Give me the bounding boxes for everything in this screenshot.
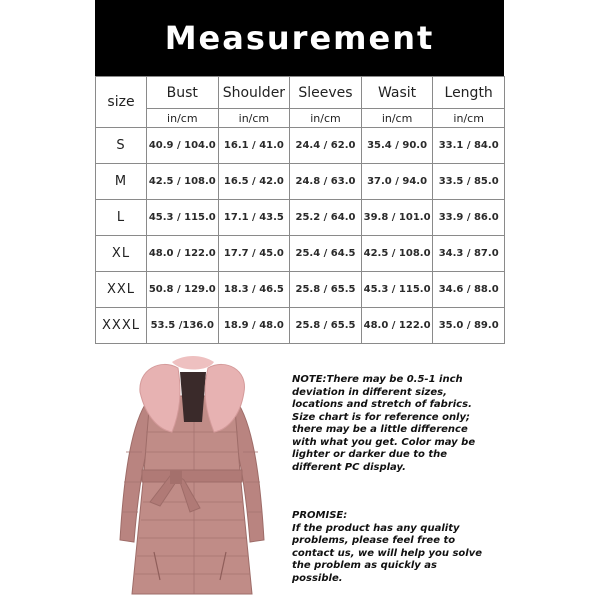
size-label: S <box>96 128 147 164</box>
coat-belt <box>142 470 242 482</box>
measurement-cell: 45.3 / 115.0 <box>361 272 433 308</box>
measurement-cell: 39.8 / 101.0 <box>361 200 433 236</box>
unit-label: in/cm <box>218 109 290 128</box>
column-header-length: Length <box>433 77 505 109</box>
measurement-cell: 25.8 / 65.5 <box>290 308 362 344</box>
promise-text: If the product has any quality problems, please feel free to contact us, we will help you solve the problem as quickly as possible. <box>292 522 482 584</box>
measurement-cell: 25.8 / 65.5 <box>290 272 362 308</box>
measurement-cell: 42.5 / 108.0 <box>361 236 433 272</box>
measurement-cell: 45.3 / 115.0 <box>147 200 219 236</box>
size-row <box>96 200 505 236</box>
measurement-cell: 25.2 / 64.0 <box>290 200 362 236</box>
unit-label: in/cm <box>433 109 505 128</box>
measurement-cell: 24.4 / 62.0 <box>290 128 362 164</box>
promise-title: PROMISE: <box>292 510 348 521</box>
measurement-cell: 48.0 / 122.0 <box>147 236 219 272</box>
column-header-sleeves: Sleeves <box>290 77 362 109</box>
measurement-cell: 17.7 / 45.0 <box>218 236 290 272</box>
promise-block <box>292 510 487 585</box>
measurement-cell: 34.3 / 87.0 <box>433 236 505 272</box>
column-header-shoulder: Shoulder <box>218 77 290 109</box>
measurement-cell: 16.1 / 41.0 <box>218 128 290 164</box>
measurement-cell: 17.1 / 43.5 <box>218 200 290 236</box>
page-title: Measurement <box>164 19 435 57</box>
size-row <box>96 236 505 272</box>
size-note: NOTE:There may be 0.5-1 inch deviation in different sizes, locations and stretch of fabrics. Size chart is for reference only; there may be a little difference with what you get. Color may be lighter or darker due to the different PC display. <box>292 374 476 473</box>
size-row <box>96 308 505 344</box>
measurement-cell: 18.3 / 46.5 <box>218 272 290 308</box>
size-label: XXXL <box>96 308 147 344</box>
measurement-cell: 50.8 / 129.0 <box>147 272 219 308</box>
measurement-cell: 42.5 / 108.0 <box>147 164 219 200</box>
unit-label: in/cm <box>361 109 433 128</box>
measurement-cell: 40.9 / 104.0 <box>147 128 219 164</box>
measurement-cell: 33.1 / 84.0 <box>433 128 505 164</box>
size-row <box>96 128 505 164</box>
size-label: XXL <box>96 272 147 308</box>
table-header-row <box>96 77 505 109</box>
measurement-cell: 53.5 /136.0 <box>147 308 219 344</box>
coat-product-image <box>110 352 275 598</box>
measurement-cell: 18.9 / 48.0 <box>218 308 290 344</box>
unit-label: in/cm <box>290 109 362 128</box>
measurement-cell: 24.8 / 63.0 <box>290 164 362 200</box>
size-chart-table <box>95 76 505 344</box>
column-header-waist: Wasit <box>361 77 433 109</box>
size-label: M <box>96 164 147 200</box>
measurement-cell: 35.4 / 90.0 <box>361 128 433 164</box>
measurement-banner <box>95 0 504 76</box>
measurement-cell: 25.4 / 64.5 <box>290 236 362 272</box>
size-column-header: size <box>96 77 147 128</box>
measurement-cell: 34.6 / 88.0 <box>433 272 505 308</box>
measurement-cell: 16.5 / 42.0 <box>218 164 290 200</box>
unit-label: in/cm <box>147 109 219 128</box>
size-row <box>96 272 505 308</box>
size-row <box>96 164 505 200</box>
measurement-cell: 33.5 / 85.0 <box>433 164 505 200</box>
column-header-bust: Bust <box>147 77 219 109</box>
size-label: XL <box>96 236 147 272</box>
size-label: L <box>96 200 147 236</box>
measurement-cell: 48.0 / 122.0 <box>361 308 433 344</box>
unit-row <box>96 109 505 128</box>
measurement-cell: 35.0 / 89.0 <box>433 308 505 344</box>
measurement-cell: 37.0 / 94.0 <box>361 164 433 200</box>
belt-knot <box>170 470 182 484</box>
measurement-cell: 33.9 / 86.0 <box>433 200 505 236</box>
